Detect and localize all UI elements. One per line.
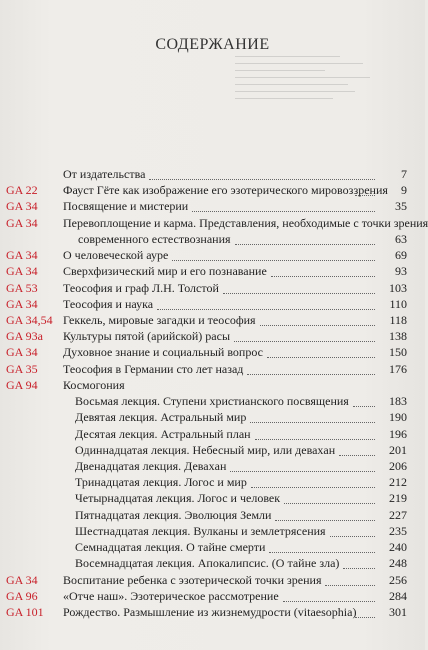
dot-leader: [255, 438, 375, 440]
ga-reference: GA 34: [6, 297, 38, 311]
toc-entry: [0, 523, 425, 539]
toc-entry-title: Тринадцатая лекция. Логос и мир: [75, 475, 247, 489]
toc-entry-title: Геккель, мировые загадки и теософия: [63, 313, 256, 327]
page-number: 138: [389, 329, 407, 343]
page-number: 183: [389, 394, 407, 408]
dot-leader: [149, 178, 375, 180]
toc-entry: [0, 198, 425, 214]
dot-leader: [157, 308, 375, 310]
toc-entry-title: Сверхфизический мир и его познавание: [63, 264, 267, 278]
page-number: 93: [395, 264, 407, 278]
dot-leader: [275, 519, 375, 521]
toc-entry: [0, 182, 425, 198]
dot-leader: [247, 373, 375, 375]
ga-reference: GA 101: [6, 605, 44, 619]
toc-entry: [0, 507, 425, 523]
page-number: 196: [389, 427, 407, 441]
page-number: 256: [389, 573, 407, 587]
toc-entry-title: «Отче наш». Эзотерическое рассмотрение: [63, 589, 279, 603]
dot-leader: [260, 324, 375, 326]
dot-leader: [172, 259, 375, 261]
toc-entry: [0, 458, 425, 474]
toc-entry-title: Теософия и наука: [63, 297, 154, 311]
ga-reference: GA 34: [6, 216, 38, 230]
toc-entry-title: Воспитание ребенка с эзотерической точки зрения: [63, 573, 322, 587]
page-number: 284: [389, 589, 407, 603]
page-number: 212: [389, 475, 407, 489]
dot-leader: [330, 535, 375, 537]
page-title: СОДЕРЖАНИЕ: [155, 36, 270, 53]
dot-leader: [355, 616, 375, 618]
dot-leader: [343, 567, 375, 569]
toc-entry-title: О человеческой ауре: [63, 248, 169, 262]
toc-entry: [0, 328, 425, 344]
toc-entry-title: Одиннадцатая лекция. Небесный мир, или деваxан: [75, 443, 336, 457]
toc-entry: [0, 555, 425, 571]
toc-entry: [0, 215, 428, 231]
toc-entry: [0, 280, 425, 296]
toc-entry-title: Перевоплощение и карма. Представления, необходимые с точки зрения: [63, 216, 428, 230]
toc-entry-title: Восемнадцатая лекция. Апокалипсис. (О тайне зла): [75, 556, 340, 570]
toc-entry-title: Посвящение и мистерии: [63, 199, 189, 213]
toc-entry: [0, 377, 425, 393]
page-number: 69: [395, 248, 407, 262]
dot-leader: [271, 275, 375, 277]
toc-entry: [0, 361, 425, 377]
page-number: 219: [389, 491, 407, 505]
ga-reference: GA 22: [6, 183, 38, 197]
ga-reference: GA 34,54: [6, 313, 53, 327]
toc-entry-title: Восьмая лекция. Ступени христианского посвящения: [75, 394, 349, 408]
page-number: 206: [389, 459, 407, 473]
ga-reference: GA 96: [6, 589, 38, 603]
toc-entry: [0, 344, 425, 360]
toc-entry: [0, 263, 425, 279]
toc-entry-title: От издательства: [63, 167, 146, 181]
toc-entry-title: Рождество. Размышление из жизнемудрости (vitaesophia): [63, 605, 357, 619]
dot-leader: [250, 421, 375, 423]
dot-leader: [223, 292, 375, 294]
page-number: 248: [389, 556, 407, 570]
toc-entry-title: Двенадцатая лекция. Деваxан: [75, 459, 227, 473]
dot-leader: [339, 454, 375, 456]
toc-entry: [0, 409, 425, 425]
page-number: 201: [389, 443, 407, 457]
page-number: 110: [389, 297, 407, 311]
page-number: 176: [389, 362, 407, 376]
ga-reference: GA 94: [6, 378, 38, 392]
ga-reference: GA 34: [6, 248, 38, 262]
dot-leader: [355, 194, 375, 196]
dot-leader: [230, 470, 375, 472]
page-number: 118: [389, 313, 407, 327]
toc-entry: [0, 247, 425, 263]
ga-reference: GA 35: [6, 362, 38, 376]
toc-entry: [0, 604, 425, 620]
toc-entry-title: Теософия и граф Л.Н. Толстой: [63, 281, 219, 295]
page-number: 7: [401, 167, 407, 181]
page-number: 9: [401, 183, 407, 197]
ga-reference: GA 34: [6, 573, 38, 587]
ga-reference: GA 53: [6, 281, 38, 295]
toc-entry: [0, 539, 425, 555]
ga-reference: GA 93a: [6, 329, 43, 343]
toc-entry: [0, 474, 425, 490]
toc-entry-continuation: [0, 231, 425, 247]
dot-leader: [235, 243, 375, 245]
ga-reference: GA 34: [6, 345, 38, 359]
toc-entry: [0, 588, 425, 604]
toc-entry: [0, 426, 425, 442]
toc-entry-title: Пятнадцатая лекция. Эволюция Земли: [75, 508, 272, 522]
page-number: 240: [389, 540, 407, 554]
toc-entry-title: Духовное знание и социальный вопрос: [63, 345, 263, 359]
ga-reference: GA 34: [6, 264, 38, 278]
dot-leader: [267, 356, 375, 358]
toc-entry: [0, 442, 425, 458]
page-number: 103: [389, 281, 407, 295]
toc-entry-title: Космогония: [63, 378, 125, 392]
dot-leader: [353, 405, 375, 407]
toc-entry: [0, 166, 425, 182]
page-number: 227: [389, 508, 407, 522]
toc-entry: [0, 393, 425, 409]
page-number: 63: [395, 232, 407, 246]
dot-leader: [283, 600, 375, 602]
dot-leader: [251, 486, 375, 488]
toc-entry: [0, 312, 425, 328]
show-through-text: [235, 50, 385, 108]
dot-leader: [269, 551, 375, 553]
toc-entry-title: Семнадцатая лекция. О тайне смерти: [75, 540, 266, 554]
dot-leader: [234, 340, 375, 342]
toc-entry-title: Десятая лекция. Астральный план: [75, 427, 251, 441]
page-number: 235: [389, 524, 407, 538]
toc-entry: [0, 572, 425, 588]
toc-entry-title: Культуры пятой (арийской) расы: [63, 329, 231, 343]
page-number: 190: [389, 410, 407, 424]
page-number: 150: [389, 345, 407, 359]
toc-entry-title: Фауст Гёте как изображение его эзотерического мировоззрения: [63, 183, 388, 197]
page-number: 301: [389, 605, 407, 619]
toc-entry: [0, 296, 425, 312]
toc-entry-title-line2: современного естествознания: [78, 232, 231, 246]
page-number: 35: [395, 199, 407, 213]
dot-leader: [192, 210, 375, 212]
toc-entry-title: Девятая лекция. Астральный мир: [75, 410, 247, 424]
ga-reference: GA 34: [6, 199, 38, 213]
toc-entry-title: Шестнадцатая лекция. Вулканы и землетрясения: [75, 524, 326, 538]
dot-leader: [325, 584, 375, 586]
toc-entry: [0, 490, 425, 506]
dot-leader: [284, 502, 375, 504]
toc-entry-title: Четырнадцатая лекция. Логос и человек: [75, 491, 281, 505]
toc-entry-title: Теософия в Германии сто лет назад: [63, 362, 244, 376]
